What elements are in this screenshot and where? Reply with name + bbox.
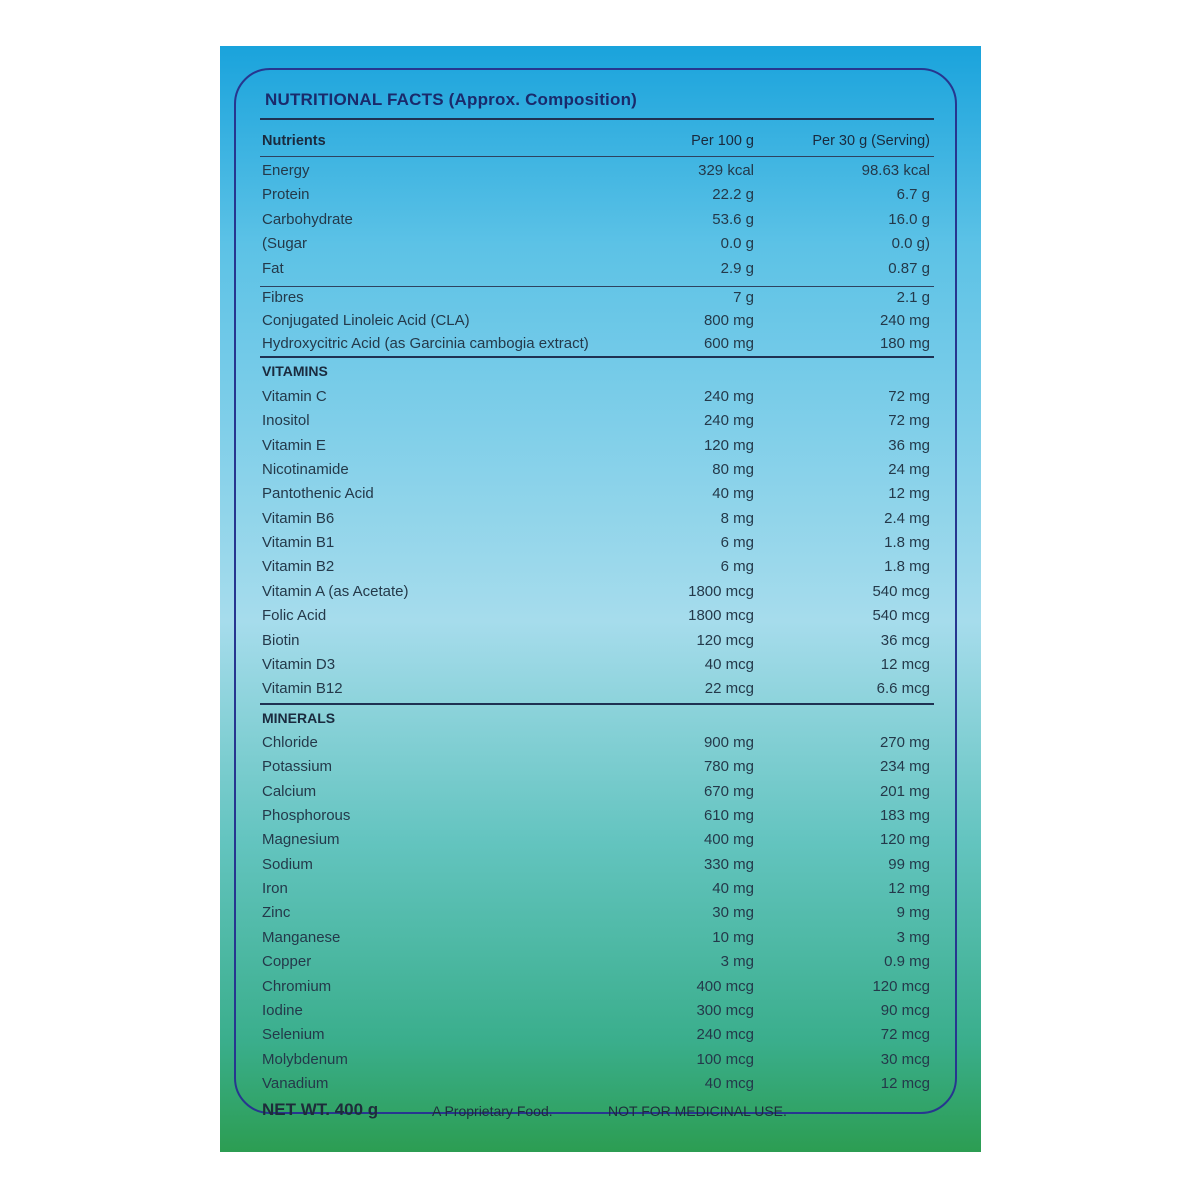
per-100g-value: 40 mcg — [704, 655, 754, 673]
per-serving-value: 98.63 kcal — [861, 162, 930, 179]
table-row — [262, 758, 930, 780]
table-row — [262, 656, 930, 678]
per-serving-value: 234 mg — [879, 758, 930, 776]
per-100g-value: 80 mg — [712, 461, 754, 479]
table-row — [262, 632, 930, 654]
per-100g-value: 10 mg — [712, 928, 754, 946]
per-100g-value: 6 mg — [720, 534, 754, 552]
vitamins-heading: VITAMINS — [262, 363, 328, 379]
per-100g-value: 400 mcg — [696, 977, 754, 995]
per-100g-value: 3 mg — [720, 953, 754, 971]
nutrient-name: Fibres — [262, 289, 304, 306]
nutrient-name: Iron — [262, 880, 288, 898]
per-100g-value: 22.2 g — [712, 186, 754, 204]
nutrient-name: Hydroxycitric Acid (as Garcinia cambogia extract) — [262, 335, 589, 353]
nutrient-name: Pantothenic Acid — [262, 485, 374, 503]
nutrient-name: Molybdenum — [262, 1050, 348, 1068]
per-serving-value: 0.9 mg — [884, 953, 930, 971]
per-serving-value: 183 mg — [879, 807, 930, 825]
table-row — [262, 312, 930, 334]
table-row — [262, 335, 930, 357]
table-row — [262, 680, 930, 702]
table-row — [262, 953, 930, 975]
minerals-heading: MINERALS — [262, 710, 336, 726]
net-weight: NET WT. 400 g — [262, 1100, 379, 1119]
table-row — [262, 583, 930, 605]
per-100g-value: 40 mcg — [704, 1074, 754, 1092]
nutrient-name: Phosphorous — [262, 807, 351, 825]
per-serving-value: 6.6 mcg — [876, 680, 930, 698]
per-100g-value: 780 mg — [703, 758, 754, 776]
table-row — [262, 211, 930, 233]
per-serving-value: 16.0 g — [888, 210, 930, 228]
nutrient-name: Vitamin B12 — [262, 680, 343, 698]
per-serving-value: 6.7 g — [896, 186, 930, 204]
not-medicinal-note: NOT FOR MEDICINAL USE. — [608, 1103, 787, 1119]
nutrient-name: Folic Acid — [262, 607, 327, 625]
per-100g-value: 1800 mcg — [688, 582, 754, 600]
table-row — [262, 856, 930, 878]
per-serving-value: 1.8 mg — [884, 558, 930, 576]
proprietary-note: A Proprietary Food. — [432, 1103, 553, 1119]
nutrient-name: Energy — [262, 162, 310, 179]
per-serving-value: 240 mg — [879, 312, 930, 330]
per-100g-value: 240 mg — [703, 388, 754, 405]
table-row — [262, 1026, 930, 1048]
per-100g-value: 40 mg — [712, 485, 754, 503]
nutrition-label-panel — [220, 46, 981, 1152]
header-per-100g: Per 100 g — [691, 133, 754, 149]
nutrient-name: Biotin — [262, 631, 300, 649]
table-row — [262, 831, 930, 853]
nutrient-name: Magnesium — [262, 831, 340, 849]
footer — [262, 1100, 942, 1124]
per-100g-value: 610 mg — [703, 807, 754, 825]
nutrient-name: Vitamin B1 — [262, 534, 335, 552]
per-100g-value: 240 mg — [703, 412, 754, 430]
per-serving-value: 270 mg — [879, 734, 930, 751]
table-row — [262, 783, 930, 805]
per-serving-value: 2.4 mg — [884, 509, 930, 527]
nutrient-name: Zinc — [262, 904, 291, 922]
per-serving-value: 72 mg — [888, 412, 930, 430]
per-100g-value: 329 kcal — [698, 162, 754, 179]
table-row — [262, 437, 930, 459]
per-serving-value: 12 mg — [888, 485, 930, 503]
nutrient-name: Vitamin C — [262, 388, 327, 405]
nutrient-name: Copper — [262, 953, 312, 971]
table-row — [262, 485, 930, 507]
label-title: NUTRITIONAL FACTS (Approx. Composition) — [265, 90, 638, 109]
per-100g-value: 670 mg — [703, 782, 754, 800]
nutrient-name: Vitamin A (as Acetate) — [262, 582, 409, 600]
nutrient-name: Selenium — [262, 1026, 325, 1044]
nutrient-name: Vitamin B6 — [262, 509, 335, 527]
nutrient-name: Vanadium — [262, 1074, 329, 1092]
per-serving-value: 0.0 g) — [891, 235, 930, 253]
per-serving-value: 120 mg — [879, 831, 930, 849]
per-100g-value: 900 mg — [703, 734, 754, 751]
per-100g-value: 0.0 g — [720, 235, 754, 253]
per-100g-value: 2.9 g — [720, 259, 754, 277]
table-row — [262, 162, 930, 184]
per-100g-value: 240 mcg — [696, 1026, 754, 1044]
nutrient-name: Carbohydrate — [262, 210, 353, 228]
nutrient-name: Nicotinamide — [262, 461, 349, 479]
per-100g-value: 40 mg — [712, 880, 754, 898]
per-100g-value: 120 mg — [703, 436, 754, 454]
nutrient-name: Inositol — [262, 412, 310, 430]
per-serving-value: 36 mcg — [880, 631, 930, 649]
table-row — [262, 412, 930, 434]
table-row — [262, 1051, 930, 1073]
per-100g-value: 400 mg — [703, 831, 754, 849]
per-serving-value: 72 mg — [888, 388, 930, 405]
per-serving-value: 90 mcg — [880, 1001, 930, 1019]
per-serving-value: 72 mcg — [880, 1026, 930, 1044]
table-row — [262, 260, 930, 282]
per-serving-value: 12 mg — [888, 880, 930, 898]
per-serving-value: 540 mcg — [872, 607, 930, 625]
table-row — [262, 388, 930, 410]
table-row — [262, 807, 930, 829]
per-100g-value: 53.6 g — [712, 210, 754, 228]
table-row — [262, 558, 930, 580]
per-serving-value: 30 mcg — [880, 1050, 930, 1068]
nutrient-name: Potassium — [262, 758, 333, 776]
per-100g-value: 330 mg — [703, 855, 754, 873]
nutrient-name: Conjugated Linoleic Acid (CLA) — [262, 312, 470, 330]
per-serving-value: 12 mcg — [880, 655, 930, 673]
table-row — [262, 1002, 930, 1024]
per-serving-value: 0.87 g — [888, 259, 930, 277]
table-row — [262, 461, 930, 483]
per-serving-value: 99 mg — [888, 855, 930, 873]
table-row — [262, 880, 930, 902]
per-serving-value: 3 mg — [896, 928, 930, 946]
header-per-serving: Per 30 g (Serving) — [812, 133, 930, 149]
nutrient-name: Fat — [262, 259, 284, 277]
nutrient-name: Protein — [262, 186, 310, 204]
nutrient-name: Iodine — [262, 1001, 303, 1019]
nutrient-name: Chromium — [262, 977, 332, 995]
table-row — [262, 289, 930, 311]
per-100g-value: 600 mg — [703, 335, 754, 353]
nutrient-name: Chloride — [262, 734, 318, 751]
per-100g-value: 300 mcg — [696, 1001, 754, 1019]
per-100g-value: 1800 mcg — [688, 607, 754, 625]
nutrient-name: Sodium — [262, 855, 313, 873]
table-row — [262, 607, 930, 629]
table-row — [262, 978, 930, 1000]
table-row — [262, 1075, 930, 1097]
per-serving-value: 24 mg — [888, 461, 930, 479]
nutrient-name: (Sugar — [262, 235, 308, 253]
per-serving-value: 2.1 g — [896, 289, 930, 306]
table-row — [262, 186, 930, 208]
nutrient-name: Manganese — [262, 928, 341, 946]
header-nutrients: Nutrients — [262, 133, 326, 149]
nutrient-name: Vitamin D3 — [262, 655, 336, 673]
per-100g-value: 6 mg — [720, 558, 754, 576]
per-serving-value: 12 mcg — [880, 1074, 930, 1092]
per-serving-value: 180 mg — [879, 335, 930, 353]
per-100g-value: 800 mg — [703, 312, 754, 330]
table-row — [262, 929, 930, 951]
per-serving-value: 1.8 mg — [884, 534, 930, 552]
table-row — [262, 534, 930, 556]
table-row — [262, 510, 930, 532]
nutrient-name: Vitamin E — [262, 436, 326, 454]
nutrient-name: Vitamin B2 — [262, 558, 335, 576]
per-100g-value: 7 g — [733, 289, 754, 306]
table-row — [262, 235, 930, 257]
per-100g-value: 22 mcg — [704, 680, 754, 698]
per-serving-value: 540 mcg — [872, 582, 930, 600]
per-serving-value: 9 mg — [896, 904, 930, 922]
per-100g-value: 8 mg — [720, 509, 754, 527]
per-100g-value: 30 mg — [712, 904, 754, 922]
per-100g-value: 120 mcg — [696, 631, 754, 649]
nutrient-rows — [220, 46, 981, 1152]
per-100g-value: 100 mcg — [696, 1050, 754, 1068]
table-row — [262, 904, 930, 926]
per-serving-value: 36 mg — [888, 436, 930, 454]
table-row — [262, 734, 930, 756]
nutrient-name: Calcium — [262, 782, 317, 800]
per-serving-value: 120 mcg — [872, 977, 930, 995]
per-serving-value: 201 mg — [879, 782, 930, 800]
